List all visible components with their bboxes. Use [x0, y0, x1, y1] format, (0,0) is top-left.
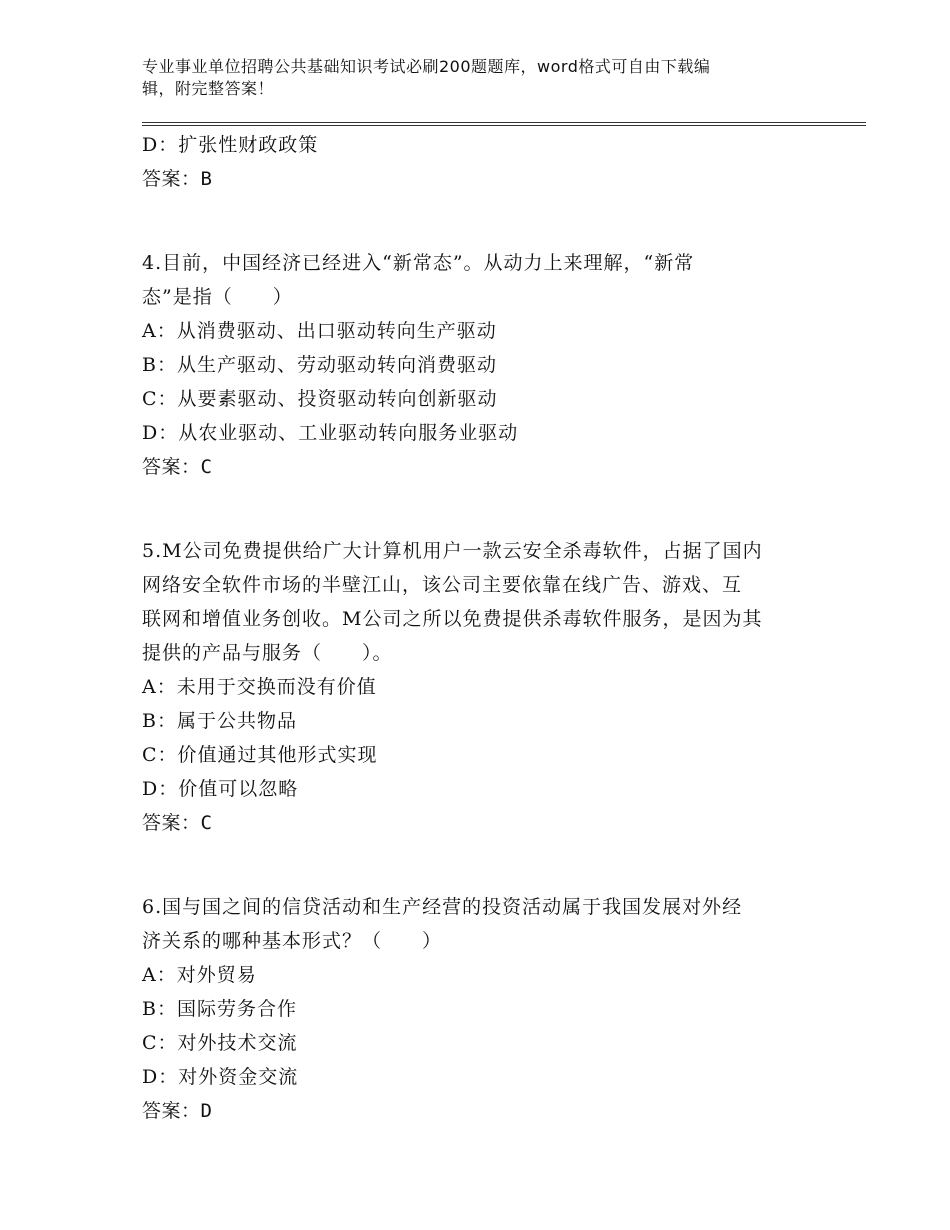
option-d: D：扩张性财政政策 — [142, 134, 319, 156]
question-6 — [142, 890, 822, 1128]
option-d: D：从农业驱动、工业驱动转向服务业驱动 — [142, 422, 519, 444]
answer-value: B — [200, 168, 213, 190]
answer-line — [142, 1094, 822, 1128]
option-a: A：未用于交换而没有价值 — [142, 676, 377, 698]
option-d: D：价值可以忽略 — [142, 778, 299, 800]
option-c: C：对外技术交流 — [142, 1032, 298, 1054]
spacer — [142, 196, 822, 246]
answer-label: 答案： — [142, 812, 201, 834]
header-rule-bottom — [142, 125, 866, 126]
answer-line — [142, 162, 822, 196]
question-text-line: 5.M公司免费提供给广大计算机用户一款云安全杀毒软件，占据了国内 — [142, 540, 763, 562]
option-b: B：属于公共物品 — [142, 710, 297, 732]
answer-line — [142, 450, 822, 484]
spacer — [142, 484, 822, 534]
header-rule-top — [142, 122, 866, 123]
option-b: B：国际劳务合作 — [142, 998, 297, 1020]
question-text-line: 联网和增值业务创收。M公司之所以免费提供杀毒软件服务，是因为其 — [142, 608, 763, 630]
spacer — [142, 840, 822, 890]
answer-value: D — [200, 1100, 213, 1122]
answer-value: C — [200, 456, 213, 478]
answer-label: 答案： — [142, 1100, 201, 1122]
option-c: C：价值通过其他形式实现 — [142, 744, 378, 766]
option-c: C：从要素驱动、投资驱动转向创新驱动 — [142, 388, 498, 410]
document-header — [142, 56, 792, 100]
option-d: D：对外资金交流 — [142, 1066, 299, 1088]
question-4 — [142, 246, 822, 484]
answer-value: C — [200, 812, 213, 834]
question-text-line: 济关系的哪种基本形式？（ ） — [142, 930, 443, 952]
answer-label: 答案： — [142, 456, 201, 478]
header-line-1: 专业事业单位招聘公共基础知识考试必刷200题题库，word格式可自由下载编 — [142, 57, 711, 76]
option-a: A：对外贸易 — [142, 964, 257, 986]
question-text-line: 4.目前，中国经济已经进入“新常态”。从动力上来理解，“新常 — [142, 252, 695, 274]
question-content — [142, 128, 822, 1128]
option-b: B：从生产驱动、劳动驱动转向消费驱动 — [142, 354, 497, 376]
header-line-2: 辑，附完整答案！ — [142, 79, 275, 98]
answer-label: 答案： — [142, 168, 201, 190]
question-text-line: 提供的产品与服务（ ）。 — [142, 642, 393, 664]
question-text-line: 网络安全软件市场的半壁江山，该公司主要依靠在线广告、游戏、互 — [142, 574, 743, 596]
question-text-line: 态”是指（ ） — [142, 286, 293, 308]
question-text-line: 6.国与国之间的信贷活动和生产经营的投资活动属于我国发展对外经 — [142, 896, 743, 918]
option-a: A：从消费驱动、出口驱动转向生产驱动 — [142, 320, 497, 342]
question-5 — [142, 534, 822, 840]
answer-line — [142, 806, 822, 840]
